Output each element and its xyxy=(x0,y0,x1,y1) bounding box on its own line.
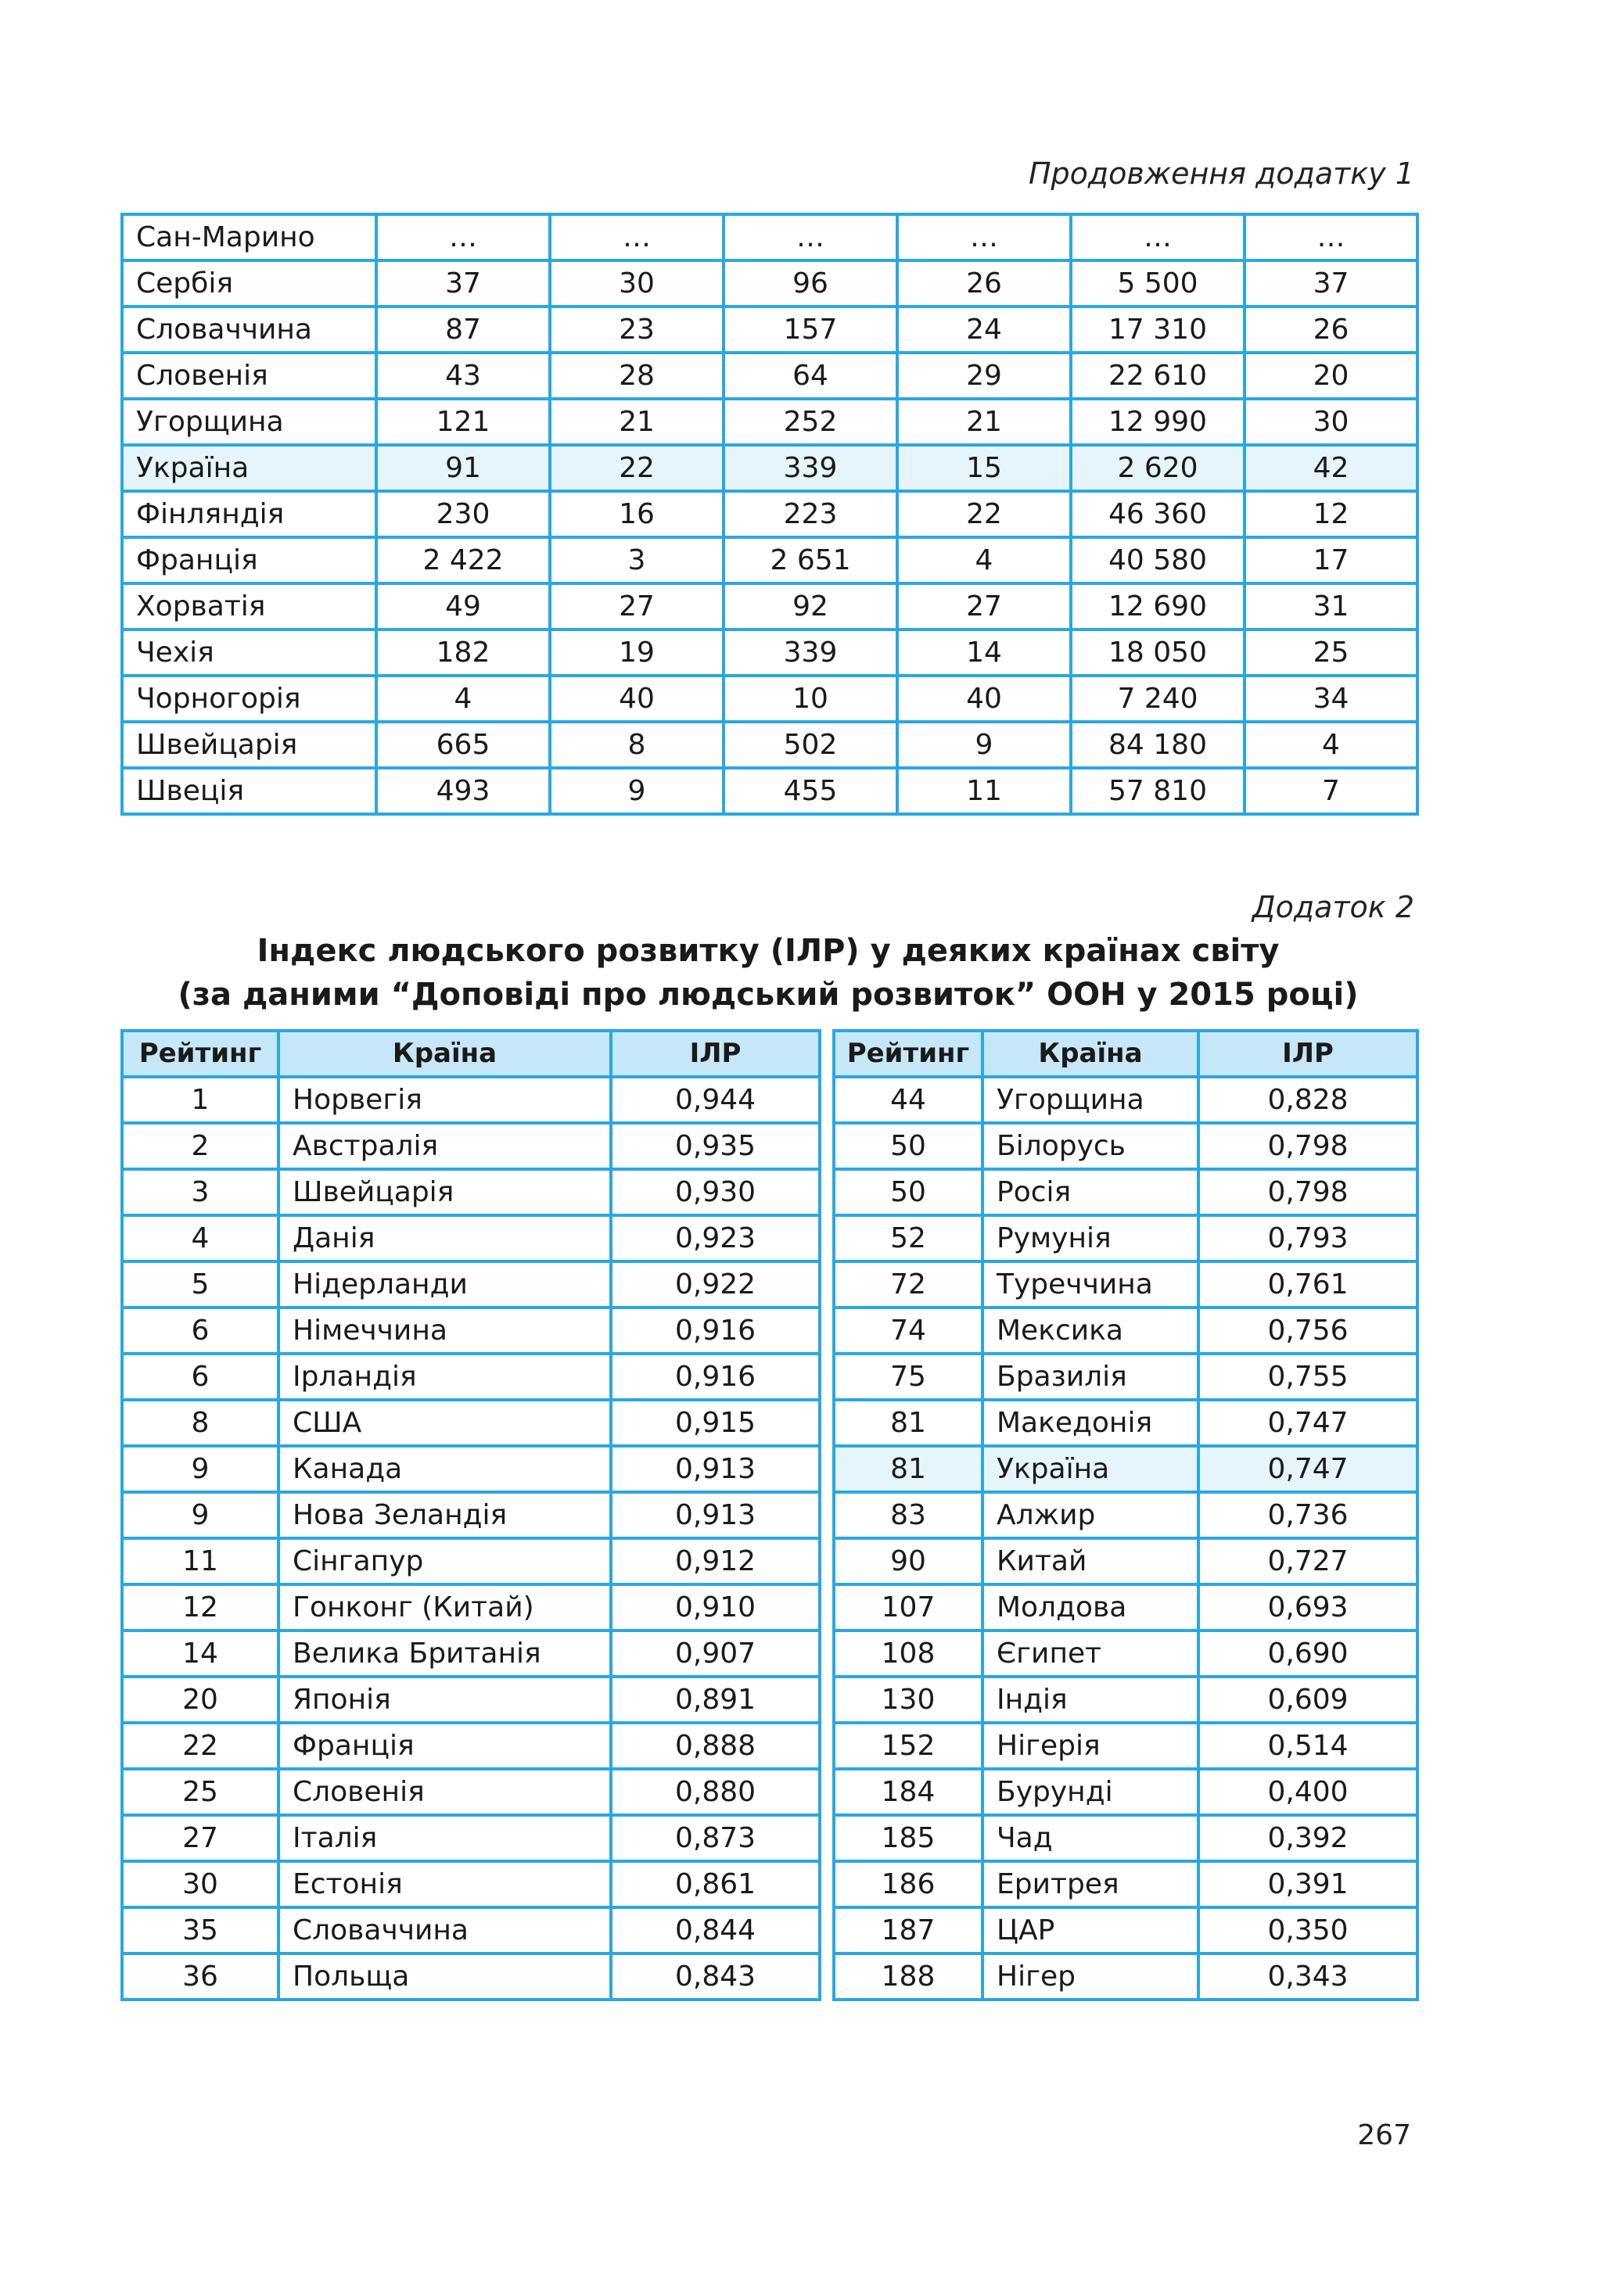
table-row xyxy=(834,1631,1417,1677)
country-cell: Алжир xyxy=(982,1492,1198,1538)
value-cell: … xyxy=(550,214,724,260)
rank-cell: 83 xyxy=(834,1492,982,1538)
value-cell: 3 xyxy=(550,537,724,583)
value-cell: 28 xyxy=(550,353,724,399)
rank-cell: 6 xyxy=(122,1354,278,1400)
hdi-cell: 0,912 xyxy=(611,1538,820,1584)
table-row xyxy=(834,1907,1417,1953)
rank-cell: 52 xyxy=(834,1215,982,1261)
value-cell: 16 xyxy=(550,491,724,537)
value-cell: 157 xyxy=(724,307,897,353)
value-cell: 30 xyxy=(550,260,724,307)
hdi-cell: 0,736 xyxy=(1198,1492,1417,1538)
table-row xyxy=(122,260,1417,307)
hdi-cell: 0,727 xyxy=(1198,1538,1417,1584)
country-cell: Бразилія xyxy=(982,1354,1198,1400)
table-row xyxy=(122,491,1417,537)
value-cell: 21 xyxy=(897,399,1071,445)
value-cell: 339 xyxy=(724,445,897,491)
rank-cell: 12 xyxy=(122,1584,278,1631)
hdi-cell: 0,690 xyxy=(1198,1631,1417,1677)
table-row xyxy=(122,1446,820,1492)
rank-cell: 9 xyxy=(122,1492,278,1538)
header-country: Країна xyxy=(982,1031,1198,1077)
country-cell: Єгипет xyxy=(982,1631,1198,1677)
value-cell: 339 xyxy=(724,630,897,676)
value-cell: 4 xyxy=(897,537,1071,583)
hdi-cell: 0,873 xyxy=(611,1815,820,1861)
country-name-cell: Словенія xyxy=(122,353,376,399)
country-cell: Нова Зеландія xyxy=(278,1492,611,1538)
table-row xyxy=(122,1584,820,1631)
rank-cell: 75 xyxy=(834,1354,982,1400)
value-cell: 7 xyxy=(1245,768,1417,814)
value-cell: 182 xyxy=(376,630,550,676)
hdi-cell: 0,930 xyxy=(611,1169,820,1215)
hdi-cell: 0,891 xyxy=(611,1677,820,1723)
table-row xyxy=(122,1261,820,1308)
value-cell: 17 xyxy=(1245,537,1417,583)
value-cell: 57 810 xyxy=(1071,768,1245,814)
value-cell: 19 xyxy=(550,630,724,676)
hdi-right-body xyxy=(834,1077,1417,2000)
table-row xyxy=(834,1077,1417,1123)
rank-cell: 50 xyxy=(834,1169,982,1215)
hdi-cell: 0,935 xyxy=(611,1123,820,1169)
country-cell: Індія xyxy=(982,1677,1198,1723)
country-cell: Канада xyxy=(278,1446,611,1492)
table-row xyxy=(834,1723,1417,1769)
header-hdi: ІЛР xyxy=(611,1031,820,1077)
value-cell: … xyxy=(897,214,1071,260)
rank-cell: 5 xyxy=(122,1261,278,1308)
country-cell: ЦАР xyxy=(982,1907,1198,1953)
country-name-cell: Чорногорія xyxy=(122,676,376,722)
hdi-cell: 0,916 xyxy=(611,1354,820,1400)
table-row xyxy=(122,445,1417,491)
table-row xyxy=(122,583,1417,630)
table-row xyxy=(834,1354,1417,1400)
appendix2-subtitle: (за даними “Доповіді про людський розвиток” ООН у 2015 році) xyxy=(178,977,1359,1013)
value-cell: 493 xyxy=(376,768,550,814)
value-cell: 20 xyxy=(1245,353,1417,399)
hdi-cell: 0,888 xyxy=(611,1723,820,1769)
value-cell: 96 xyxy=(724,260,897,307)
value-cell: 252 xyxy=(724,399,897,445)
country-cell: Норвегія xyxy=(278,1077,611,1123)
table-row xyxy=(834,1677,1417,1723)
value-cell: … xyxy=(1071,214,1245,260)
hdi-cell: 0,343 xyxy=(1198,1953,1417,2000)
hdi-cell: 0,922 xyxy=(611,1261,820,1308)
table-row xyxy=(834,1261,1417,1308)
value-cell: 18 050 xyxy=(1071,630,1245,676)
hdi-cell: 0,916 xyxy=(611,1308,820,1354)
country-cell: Румунія xyxy=(982,1215,1198,1261)
value-cell: 22 xyxy=(550,445,724,491)
hdi-cell: 0,747 xyxy=(1198,1446,1417,1492)
value-cell: 22 xyxy=(897,491,1071,537)
rank-cell: 4 xyxy=(122,1215,278,1261)
table-row xyxy=(122,1492,820,1538)
hdi-cell: 0,400 xyxy=(1198,1769,1417,1815)
hdi-cell: 0,913 xyxy=(611,1446,820,1492)
value-cell: 92 xyxy=(724,583,897,630)
hdi-cell: 0,747 xyxy=(1198,1400,1417,1446)
country-cell: Франція xyxy=(278,1723,611,1769)
country-cell: Японія xyxy=(278,1677,611,1723)
table-row xyxy=(122,537,1417,583)
value-cell: 84 180 xyxy=(1071,722,1245,768)
country-cell: Чад xyxy=(982,1815,1198,1861)
value-cell: 12 990 xyxy=(1071,399,1245,445)
value-cell: 10 xyxy=(724,676,897,722)
value-cell: 223 xyxy=(724,491,897,537)
hdi-cell: 0,923 xyxy=(611,1215,820,1261)
table-row xyxy=(122,1861,820,1907)
country-name-cell: Словаччина xyxy=(122,307,376,353)
country-cell: Словенія xyxy=(278,1769,611,1815)
rank-cell: 188 xyxy=(834,1953,982,2000)
country-cell: Китай xyxy=(982,1538,1198,1584)
hdi-cell: 0,761 xyxy=(1198,1261,1417,1308)
hdi-cell: 0,391 xyxy=(1198,1861,1417,1907)
hdi-cell: 0,913 xyxy=(611,1492,820,1538)
country-cell: Молдова xyxy=(982,1584,1198,1631)
hdi-cell: 0,915 xyxy=(611,1400,820,1446)
value-cell: 665 xyxy=(376,722,550,768)
continuation-caption: Продовження додатку 1 xyxy=(1028,156,1414,191)
rank-cell: 36 xyxy=(122,1953,278,2000)
value-cell: 17 310 xyxy=(1071,307,1245,353)
table-row xyxy=(122,1769,820,1815)
rank-cell: 35 xyxy=(122,1907,278,1953)
rank-cell: 90 xyxy=(834,1538,982,1584)
hdi-cell: 0,944 xyxy=(611,1077,820,1123)
value-cell: 4 xyxy=(1245,722,1417,768)
rank-cell: 1 xyxy=(122,1077,278,1123)
table-row xyxy=(122,1123,820,1169)
country-cell: США xyxy=(278,1400,611,1446)
rank-cell: 9 xyxy=(122,1446,278,1492)
rank-cell: 152 xyxy=(834,1723,982,1769)
value-cell: 26 xyxy=(897,260,1071,307)
rank-cell: 11 xyxy=(122,1538,278,1584)
country-cell: Нігерія xyxy=(982,1723,1198,1769)
rank-cell: 44 xyxy=(834,1077,982,1123)
country-cell: Естонія xyxy=(278,1861,611,1907)
value-cell: 87 xyxy=(376,307,550,353)
country-cell: Македонія xyxy=(982,1400,1198,1446)
table-row xyxy=(834,1953,1417,2000)
hdi-cell: 0,910 xyxy=(611,1584,820,1631)
country-cell: Данія xyxy=(278,1215,611,1261)
hdi-cell: 0,755 xyxy=(1198,1354,1417,1400)
rank-cell: 14 xyxy=(122,1631,278,1677)
rank-cell: 22 xyxy=(122,1723,278,1769)
value-cell: 2 651 xyxy=(724,537,897,583)
hdi-table-right xyxy=(832,1029,1419,2001)
rank-cell: 8 xyxy=(122,1400,278,1446)
value-cell: 31 xyxy=(1245,583,1417,630)
rank-cell: 20 xyxy=(122,1677,278,1723)
country-name-cell: Хорватія xyxy=(122,583,376,630)
value-cell: 9 xyxy=(550,768,724,814)
table-row xyxy=(834,1123,1417,1169)
value-cell: 21 xyxy=(550,399,724,445)
value-cell: 455 xyxy=(724,768,897,814)
value-cell: 40 xyxy=(897,676,1071,722)
table-row xyxy=(122,1815,820,1861)
appendix2-title: Індекс людського розвитку (ІЛР) у деяких країнах світу xyxy=(257,933,1280,969)
table-row xyxy=(834,1815,1417,1861)
country-cell: Австралія xyxy=(278,1123,611,1169)
table-row xyxy=(834,1169,1417,1215)
hdi-cell: 0,392 xyxy=(1198,1815,1417,1861)
country-name-cell: Сербія xyxy=(122,260,376,307)
hdi-cell: 0,798 xyxy=(1198,1123,1417,1169)
table-row xyxy=(122,1354,820,1400)
value-cell: … xyxy=(1245,214,1417,260)
value-cell: 37 xyxy=(1245,260,1417,307)
hdi-cell: 0,514 xyxy=(1198,1723,1417,1769)
rank-cell: 30 xyxy=(122,1861,278,1907)
rank-cell: 74 xyxy=(834,1308,982,1354)
table-row xyxy=(122,1538,820,1584)
rank-cell: 6 xyxy=(122,1308,278,1354)
table-row xyxy=(834,1492,1417,1538)
country-cell: Велика Британія xyxy=(278,1631,611,1677)
country-name-cell: Швеція xyxy=(122,768,376,814)
value-cell: 5 500 xyxy=(1071,260,1245,307)
table-row xyxy=(122,1169,820,1215)
page-number: 267 xyxy=(1357,2119,1411,2151)
hdi-cell: 0,756 xyxy=(1198,1308,1417,1354)
table-row xyxy=(122,630,1417,676)
hdi-cell: 0,350 xyxy=(1198,1907,1417,1953)
rank-cell: 3 xyxy=(122,1169,278,1215)
header-country: Країна xyxy=(278,1031,611,1077)
table-row xyxy=(122,722,1417,768)
hdi-cell: 0,793 xyxy=(1198,1215,1417,1261)
value-cell: 230 xyxy=(376,491,550,537)
appendix2-caption: Додаток 2 xyxy=(1252,890,1414,924)
country-cell: Білорусь xyxy=(982,1123,1198,1169)
value-cell: 34 xyxy=(1245,676,1417,722)
country-name-cell: Чехія xyxy=(122,630,376,676)
appendix1-table-body xyxy=(122,214,1417,814)
rank-cell: 27 xyxy=(122,1815,278,1861)
table-row xyxy=(834,1446,1417,1492)
value-cell: 23 xyxy=(550,307,724,353)
hdi-cell: 0,843 xyxy=(611,1953,820,2000)
rank-cell: 107 xyxy=(834,1584,982,1631)
rank-cell: 81 xyxy=(834,1400,982,1446)
header-rank: Рейтинг xyxy=(834,1031,982,1077)
value-cell: 27 xyxy=(550,583,724,630)
country-cell: Бурунді xyxy=(982,1769,1198,1815)
country-cell: Угорщина xyxy=(982,1077,1198,1123)
value-cell: 22 610 xyxy=(1071,353,1245,399)
rank-cell: 72 xyxy=(834,1261,982,1308)
appendix1-continuation-table xyxy=(120,213,1419,816)
value-cell: 46 360 xyxy=(1071,491,1245,537)
country-cell: Італія xyxy=(278,1815,611,1861)
table-row xyxy=(834,1400,1417,1446)
table-row xyxy=(122,1077,820,1123)
value-cell: 2 422 xyxy=(376,537,550,583)
value-cell: 14 xyxy=(897,630,1071,676)
value-cell: 40 xyxy=(550,676,724,722)
hdi-cell: 0,880 xyxy=(611,1769,820,1815)
country-cell: Нідерланди xyxy=(278,1261,611,1308)
country-name-cell: Франція xyxy=(122,537,376,583)
table-row xyxy=(122,353,1417,399)
header-hdi: ІЛР xyxy=(1198,1031,1417,1077)
rank-cell: 185 xyxy=(834,1815,982,1861)
value-cell: 25 xyxy=(1245,630,1417,676)
value-cell: 8 xyxy=(550,722,724,768)
value-cell: 29 xyxy=(897,353,1071,399)
table-row xyxy=(834,1584,1417,1631)
rank-cell: 50 xyxy=(834,1123,982,1169)
rank-cell: 25 xyxy=(122,1769,278,1815)
value-cell: 4 xyxy=(376,676,550,722)
rank-cell: 81 xyxy=(834,1446,982,1492)
rank-cell: 2 xyxy=(122,1123,278,1169)
country-cell: Росія xyxy=(982,1169,1198,1215)
rank-cell: 130 xyxy=(834,1677,982,1723)
table-row xyxy=(834,1308,1417,1354)
value-cell: 12 xyxy=(1245,491,1417,537)
hdi-cell: 0,693 xyxy=(1198,1584,1417,1631)
value-cell: 9 xyxy=(897,722,1071,768)
value-cell: 24 xyxy=(897,307,1071,353)
rank-cell: 187 xyxy=(834,1907,982,1953)
value-cell: 2 620 xyxy=(1071,445,1245,491)
value-cell: 64 xyxy=(724,353,897,399)
country-cell: Словаччина xyxy=(278,1907,611,1953)
value-cell: … xyxy=(376,214,550,260)
country-name-cell: Угорщина xyxy=(122,399,376,445)
table-row xyxy=(834,1215,1417,1261)
value-cell: 121 xyxy=(376,399,550,445)
country-cell: Сінгапур xyxy=(278,1538,611,1584)
country-cell: Ірландія xyxy=(278,1354,611,1400)
country-cell: Нігер xyxy=(982,1953,1198,2000)
value-cell: 40 580 xyxy=(1071,537,1245,583)
value-cell: 26 xyxy=(1245,307,1417,353)
country-cell: Еритрея xyxy=(982,1861,1198,1907)
value-cell: 43 xyxy=(376,353,550,399)
table-row xyxy=(122,1631,820,1677)
table-row xyxy=(122,1723,820,1769)
country-name-cell: Сан-Марино xyxy=(122,214,376,260)
table-row xyxy=(122,1953,820,2000)
table-row xyxy=(834,1769,1417,1815)
country-cell: Туреччина xyxy=(982,1261,1198,1308)
rank-cell: 184 xyxy=(834,1769,982,1815)
table-row xyxy=(122,1907,820,1953)
hdi-header-row xyxy=(122,1031,820,1077)
value-cell: 91 xyxy=(376,445,550,491)
rank-cell: 108 xyxy=(834,1631,982,1677)
hdi-cell: 0,609 xyxy=(1198,1677,1417,1723)
table-row xyxy=(122,307,1417,353)
table-row xyxy=(122,1215,820,1261)
hdi-cell: 0,861 xyxy=(611,1861,820,1907)
hdi-cell: 0,798 xyxy=(1198,1169,1417,1215)
table-row xyxy=(122,1308,820,1354)
country-name-cell: Україна xyxy=(122,445,376,491)
value-cell: 37 xyxy=(376,260,550,307)
hdi-cell: 0,844 xyxy=(611,1907,820,1953)
value-cell: … xyxy=(724,214,897,260)
country-cell: Україна xyxy=(982,1446,1198,1492)
header-rank: Рейтинг xyxy=(122,1031,278,1077)
country-cell: Мексика xyxy=(982,1308,1198,1354)
table-row xyxy=(122,676,1417,722)
country-cell: Гонконг (Китай) xyxy=(278,1584,611,1631)
table-row xyxy=(122,768,1417,814)
value-cell: 30 xyxy=(1245,399,1417,445)
value-cell: 12 690 xyxy=(1071,583,1245,630)
table-row xyxy=(834,1861,1417,1907)
hdi-table-left xyxy=(120,1029,821,2001)
table-row xyxy=(834,1538,1417,1584)
table-row xyxy=(122,399,1417,445)
table-row xyxy=(122,214,1417,260)
value-cell: 49 xyxy=(376,583,550,630)
value-cell: 7 240 xyxy=(1071,676,1245,722)
hdi-left-body xyxy=(122,1077,820,2000)
hdi-header-row xyxy=(834,1031,1417,1077)
value-cell: 502 xyxy=(724,722,897,768)
value-cell: 42 xyxy=(1245,445,1417,491)
country-cell: Швейцарія xyxy=(278,1169,611,1215)
rank-cell: 186 xyxy=(834,1861,982,1907)
country-name-cell: Фінляндія xyxy=(122,491,376,537)
value-cell: 11 xyxy=(897,768,1071,814)
country-cell: Німеччина xyxy=(278,1308,611,1354)
table-row xyxy=(122,1400,820,1446)
hdi-cell: 0,907 xyxy=(611,1631,820,1677)
value-cell: 27 xyxy=(897,583,1071,630)
table-row xyxy=(122,1677,820,1723)
country-name-cell: Швейцарія xyxy=(122,722,376,768)
value-cell: 15 xyxy=(897,445,1071,491)
country-cell: Польща xyxy=(278,1953,611,2000)
hdi-cell: 0,828 xyxy=(1198,1077,1417,1123)
